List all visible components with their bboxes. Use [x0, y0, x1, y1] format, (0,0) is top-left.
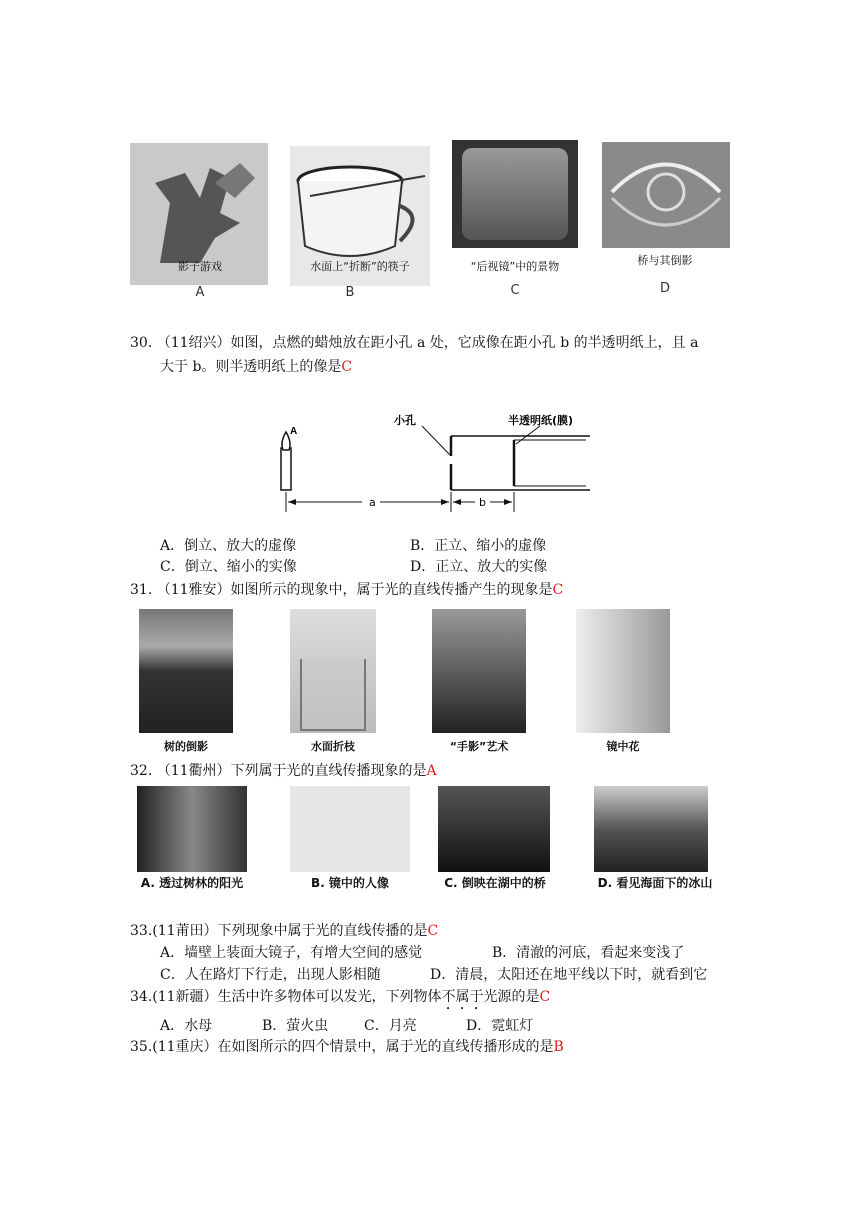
q31-answer: C [552, 582, 564, 598]
q34-text-pre: (11新疆）生活中许多物体可以发光，下列物体 [152, 989, 442, 1005]
photo-mirror-flower [576, 609, 670, 733]
q33-text: (11莆田）下列现象中属于光的直线传播的是 [152, 923, 428, 939]
q34-number: 34. [130, 989, 153, 1005]
q32-text: （11衢州）下列属于光的直线传播现象的是 [156, 763, 427, 779]
q29-letter-a: A [195, 285, 205, 300]
q29-letter-b: B [345, 285, 355, 300]
photo-mirror-person [290, 786, 410, 872]
q34-option-b: B．萤火虫 [262, 1018, 329, 1034]
q31-line [130, 579, 563, 601]
photo-rearview-mirror [452, 140, 578, 248]
q34-option-c: C．月亮 [364, 1018, 417, 1034]
q30-option-a: A．倒立、放大的虚像 [160, 538, 297, 554]
photo-bridge-lake [438, 786, 550, 872]
q35-number: 35. [130, 1039, 153, 1055]
q33-answer: C [427, 923, 439, 939]
q31-caption-b: 水面折枝 [311, 740, 355, 753]
q31-caption-d: 镜中花 [606, 740, 640, 753]
q29-caption-d: 桥与其倒影 [637, 254, 693, 267]
q32-caption-d: D. 看见海面下的冰山 [597, 876, 713, 890]
paper-label: 半透明纸(膜) [508, 414, 574, 427]
q30-line1 [130, 332, 698, 354]
photo-iceberg [594, 786, 708, 872]
a-label: a [369, 496, 376, 509]
q30-text1: （11绍兴）如图，点燃的蜡烛放在距小孔 a 处，它成像在距小孔 b 的半透明纸上，且 a [156, 335, 699, 351]
q32-caption-c: C. 倒映在湖中的桥 [444, 876, 546, 890]
q30-option-c: C．倒立、缩小的实像 [160, 559, 297, 575]
q31-text: （11雅安）如图所示的现象中，属于光的直线传播产生的现象是 [156, 582, 553, 598]
q35-line [130, 1036, 564, 1058]
q32-caption-b: B. 镜中的人像 [311, 876, 389, 890]
q29-caption-a: 影子游戏 [178, 260, 222, 273]
q30-answer: C [341, 359, 353, 375]
q31-caption-a: 树的倒影 [164, 740, 208, 753]
q32-caption-a: A. 透过树林的阳光 [140, 876, 244, 890]
q34-text-post: 光源的是 [483, 989, 540, 1005]
q30-number: 30. [130, 335, 153, 351]
q31-number: 31. [130, 582, 153, 598]
photo-tree-reflection [139, 609, 233, 733]
q30-line2 [160, 356, 352, 378]
q30-option-d: D．正立、放大的实像 [410, 559, 548, 575]
q33-option-b: B．清澈的河底，看起来变浅了 [492, 945, 685, 961]
q33-option-c: C．人在路灯下行走，出现人影相随 [160, 967, 381, 983]
q29-letter-d: D [659, 281, 670, 296]
q29-caption-c: “后视镜”中的景物 [470, 260, 560, 273]
q33-option-d: D．清晨，太阳还在地平线以下时，就看到它 [430, 967, 708, 983]
q32-answer: A [426, 763, 437, 779]
hole-label: 小孔 [394, 414, 416, 427]
q34-answer: C [539, 989, 551, 1005]
photo-forest-sunlight [137, 786, 247, 872]
q33-line [130, 920, 438, 942]
q34-option-d: D．霓虹灯 [466, 1018, 534, 1034]
q32-line [130, 760, 437, 782]
q31-caption-c: “手影”艺术 [449, 740, 509, 753]
photo-hand-shadow [432, 609, 526, 733]
q34-text-emph: 不属于 [441, 989, 484, 1005]
q30-option-b: B．正立、缩小的虚像 [410, 538, 547, 554]
q34-line [130, 986, 550, 1013]
photo-bent-branch [290, 609, 376, 733]
pinhole-diagram [270, 410, 600, 520]
q33-option-a: A．墙壁上装面大镜子，有增大空间的感觉 [160, 945, 423, 961]
q30-text2: 大于 b。则半透明纸上的像是 [160, 359, 342, 375]
q35-answer: B [553, 1039, 564, 1055]
candle-label: A [290, 426, 298, 437]
q29-letter-c: C [510, 283, 520, 298]
b-label: b [479, 496, 486, 509]
q34-option-a: A．水母 [160, 1018, 213, 1034]
q32-number: 32. [130, 763, 153, 779]
bridge-icon [602, 142, 730, 248]
q35-text: (11重庆）在如图所示的四个情景中，属于光的直线传播形成的是 [152, 1039, 554, 1055]
q29-caption-b: 水面上“折断”的筷子 [310, 260, 410, 273]
q33-number: 33. [130, 923, 153, 939]
photo-bridge-reflection [602, 142, 730, 248]
